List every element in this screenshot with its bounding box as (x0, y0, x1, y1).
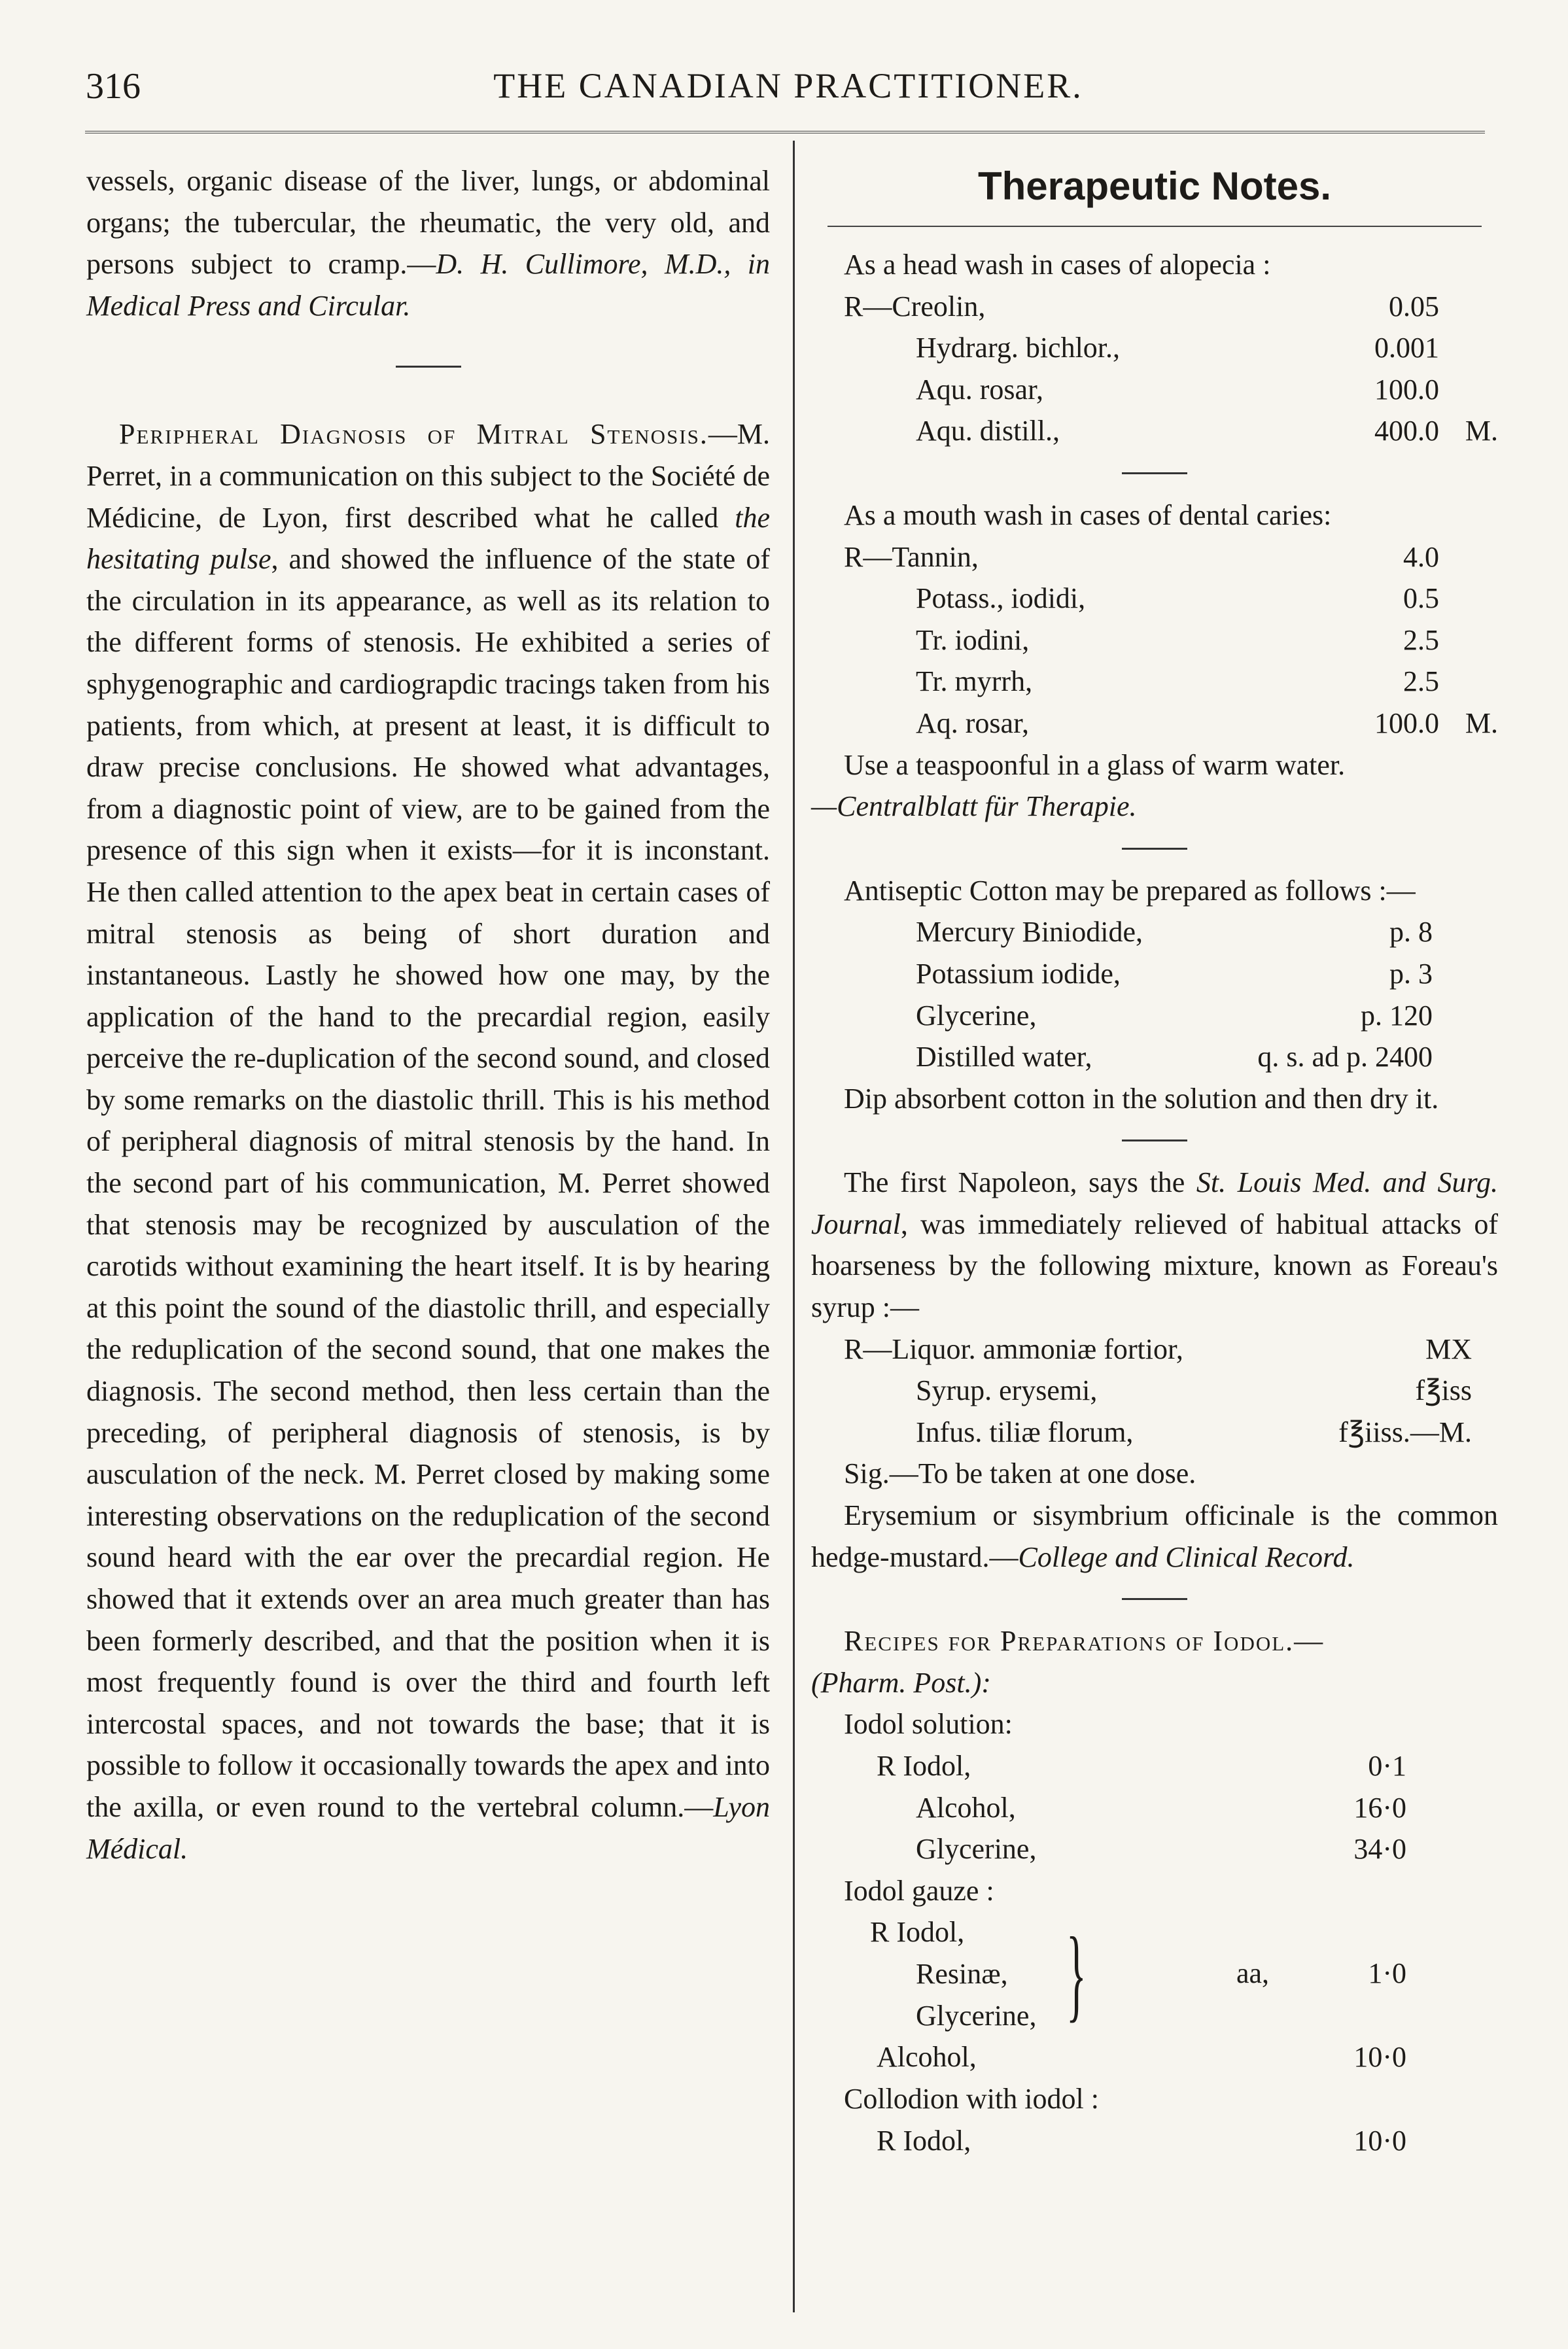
ingredient-name: Alcohol, (916, 1791, 1016, 1824)
note-napoleon (811, 1162, 1498, 1578)
note-intro: As a head wash in cases of alopecia : (844, 249, 1271, 281)
journal-name: St. Louis Med. and Surg. Journal (811, 1166, 1498, 1240)
note-text-b: , was immediately relieved of habitual attacks of hoarseness by the following mixture, known as Foreau's syrup :— (811, 1208, 1498, 1324)
prescription-row (811, 1745, 1498, 1787)
ingredient-name: R Iodol, (877, 2124, 971, 2157)
ingredient-name: Aq. rosar, (916, 706, 1029, 739)
prescription-row (811, 1370, 1498, 1412)
ingredient-quantity: f℥iiss.—M. (1338, 1416, 1472, 1448)
note-citation: —Centralblatt für Therapie. (811, 790, 1137, 823)
ingredient-name: R Iodol, (877, 1750, 971, 1782)
misce-mark (1452, 661, 1498, 703)
article-ending-citation: D. H. Cullimore, M.D., in Medical Press and Circular. (86, 248, 770, 322)
misce-mark (1452, 286, 1498, 328)
article-body-a: —M. Perret, in a communication on this subject to the Société de Médicine, de Lyon, first described what he called (86, 418, 770, 534)
recipes-source: (Pharm. Post.): (811, 1666, 991, 1699)
article-body-italic: the hesitating pulse (86, 501, 770, 576)
misce-mark: M. (1465, 415, 1498, 447)
ingredient-name: Mercury Biniodide, (916, 916, 1143, 948)
ingredient-name: Potass., iodidi, (916, 582, 1086, 615)
prescription-row (811, 286, 1498, 328)
section-separator (396, 366, 461, 368)
right-column (811, 160, 1498, 2161)
gauze-ingredient: Glycerine, (916, 1999, 1037, 2032)
iodol-gauze-label: Iodol gauze : (844, 1874, 994, 1907)
note-usage: Use a teaspoonful in a glass of warm water. (844, 748, 1346, 781)
note-dental-caries (811, 495, 1498, 827)
ingredient-name: Tr. iodini, (916, 623, 1030, 656)
ingredient-quantity: q. s. ad p. 2400 (1257, 1041, 1433, 1073)
ingredient-name: Glycerine, (916, 1833, 1037, 1866)
misce-mark (1452, 327, 1498, 369)
ingredient-name: Syrup. erysemi, (916, 1374, 1098, 1407)
gauze-ingredients (811, 1911, 1036, 2036)
ingredient-quantity: f℥iss (1415, 1374, 1472, 1407)
header-rule (85, 131, 1485, 133)
ingredient-name: Hydrarg. bichlor., (916, 332, 1121, 364)
note-signa: Sig.—To be taken at one dose. (844, 1457, 1196, 1490)
prescription-list (811, 536, 1498, 744)
prescription-row (811, 410, 1498, 452)
gauze-ingredient: Resinæ, (916, 1957, 1008, 1990)
prescription-row (811, 953, 1498, 995)
ingredient-name: R—Creolin, (844, 290, 986, 322)
misce-mark (1452, 536, 1498, 578)
note-separator (1122, 472, 1187, 474)
prescription-row (811, 619, 1498, 661)
ingredient-quantity: 0·1 (1368, 1750, 1406, 1782)
iodol-gauze-recipe (811, 1911, 1498, 2036)
note-antiseptic-cotton (811, 870, 1498, 1120)
collodion-row (811, 2120, 1498, 2162)
gauze-quantity: 1·0 (1368, 1957, 1406, 1990)
prescription-row (811, 1828, 1498, 1870)
ingredient-name: Glycerine, (916, 999, 1037, 1032)
note-intro (811, 1162, 1498, 1328)
misce-mark (1452, 369, 1498, 411)
prescription-list (811, 911, 1498, 1077)
ingredient-quantity: 0.05 (1389, 290, 1439, 322)
column-divider (793, 141, 795, 2312)
prescription-row (811, 1787, 1498, 1829)
ingredient-quantity: 34·0 (1353, 1833, 1406, 1866)
note-intro: Antiseptic Cotton may be prepared as follows :— (844, 874, 1416, 907)
collodion-label: Collodion with iodol : (844, 2082, 1099, 2115)
ingredient-quantity: MX (1425, 1332, 1472, 1365)
note-iodol (811, 1620, 1498, 2161)
prescription-row (811, 536, 1498, 578)
note-instructions: Dip absorbent cotton in the solution and then dry it. (844, 1082, 1439, 1115)
ingredient-quantity: 2.5 (1403, 623, 1439, 656)
note-separator (1122, 848, 1187, 850)
note-text-a: The first Napoleon, says the (844, 1166, 1196, 1199)
ingredient-name: Alcohol, (877, 2041, 977, 2074)
left-column (86, 160, 770, 1870)
ingredient-quantity: 2.5 (1403, 665, 1439, 698)
article-heading: Peripheral Diagnosis of Mitral Stenosis. (119, 418, 708, 451)
ingredient-quantity: p. 120 (1361, 999, 1433, 1032)
note-alopecia (811, 244, 1498, 452)
article-mitral-stenosis (86, 413, 770, 1870)
note-separator (1122, 1140, 1187, 1141)
journal-title: THE CANADIAN PRACTITIONER. (493, 66, 1083, 105)
ingredient-name: R—Liquor. ammoniæ fortior, (844, 1332, 1183, 1365)
ingredient-quantity: 400.0 (1374, 415, 1439, 447)
gauze-ingredient: R Iodol, (870, 1916, 965, 1949)
ingredient-quantity: 0.5 (1403, 582, 1439, 615)
note-remark-text: Erysemium or sisymbrium officinale is the common hedge-mustard.— (811, 1499, 1498, 1573)
prescription-row (811, 1036, 1498, 1078)
article-ending-text: vessels, organic disease of the liver, lungs, or abdominal organs; the tubercular, the rheumatic, the very old, and persons subject to cramp.— (86, 165, 770, 281)
gauze-alcohol-row (811, 2036, 1498, 2078)
recipes-heading: Recipes for Preparations of Iodol.— (844, 1625, 1325, 1658)
ingredient-name: Potassium iodide, (916, 957, 1121, 990)
prescription-list (811, 286, 1498, 452)
note-separator (1122, 1598, 1187, 1600)
ingredient-quantity: p. 8 (1389, 916, 1433, 948)
note-citation: College and Clinical Record. (1018, 1540, 1355, 1573)
section-heading: Therapeutic Notes. (977, 164, 1332, 208)
ingredient-name: Infus. tiliæ florum, (916, 1416, 1134, 1448)
ingredient-quantity: 100.0 (1374, 373, 1439, 406)
prescription-row (811, 327, 1498, 369)
prescription-row (811, 1412, 1498, 1453)
ingredient-name: Aqu. distill., (916, 415, 1060, 447)
page-header (82, 65, 1495, 124)
ingredient-quantity: 0.001 (1374, 332, 1439, 364)
article-ending (86, 160, 770, 326)
prescription-row (811, 578, 1498, 619)
iodol-solution-label: Iodol solution: (844, 1708, 1013, 1741)
misce-mark: M. (1465, 706, 1498, 739)
page-number: 316 (86, 66, 141, 107)
prescription-row (811, 661, 1498, 703)
misce-mark (1452, 619, 1498, 661)
ingredient-quantity: 4.0 (1403, 540, 1439, 573)
note-intro: As a mouth wash in cases of dental caries: (844, 498, 1332, 531)
prescription-list (811, 1745, 1498, 1870)
prescription-list (811, 1329, 1498, 1453)
prescription-row (811, 1329, 1498, 1370)
ingredient-quantity: 10·0 (1353, 2124, 1406, 2157)
article-citation: Lyon Médical. (86, 1790, 770, 1865)
ingredient-name: Distilled water, (916, 1041, 1092, 1073)
heading-rule (828, 226, 1482, 227)
ingredient-name: Aqu. rosar, (916, 373, 1043, 406)
ingredient-quantity: p. 3 (1389, 957, 1433, 990)
prescription-row (811, 911, 1498, 953)
article-body-b: , and showed the influence of the state of the circulation in its appearance, as well as its relation to the different forms of stenosis. He exhibited a series of sphygenographic and cardiograpdic tracings taken from his patients, from which, at present at least, it is difficult to draw precise conclusions. He showed what advantages, from a diagnostic point of view, are to be gained from the presence of this sign when it exists—for it is inconstant. He then called attention to the apex beat in certain cases of mitral stenosis as being of short duration and instantaneous. Lastly he showed how one may, by the application of the hand to the precardial region, easily perceive the re-duplication of the second sound, and closed by some remarks on the diastolic thrill. This is his method of peripheral diagnosis of mitral stenosis by the hand. In the second part of his communication, M. Perret showed that stenosis may be recognized by ausculation of the carotids without examining the heart itself. It is by hearing at this point the sound of the diastolic thrill, and especially the reduplication of the second sound, that one makes the diagnosis. The second method, then less certain than the preceding, of peripheral diagnosis of stenosis, is by ausculation of the neck. M. Perret closed by making some interesting observations on the reduplication of the second sound heard with the ear over the precardial region. He showed that it extends over an area much greater than has been formerly described, and that the position when it is most frequently found is over the third and fourth left intercostal spaces, and not towards the base; that it is possible to follow it occasionally towards the apex and into the axilla, or even round to the vertebral column.— (86, 543, 770, 1823)
prescription-row (811, 703, 1498, 744)
note-remark (811, 1495, 1498, 1578)
gauze-aa: aa, (1236, 1957, 1270, 1990)
ingredient-name: R—Tannin, (844, 540, 979, 573)
brace-mark: } (1066, 1915, 1087, 2032)
ingredient-quantity: 100.0 (1374, 706, 1439, 739)
note-heading (811, 1620, 1498, 1662)
prescription-row (811, 995, 1498, 1037)
ingredient-quantity: 10·0 (1353, 2041, 1406, 2074)
misce-mark (1452, 578, 1498, 619)
ingredient-quantity: 16·0 (1353, 1791, 1406, 1824)
prescription-row (811, 369, 1498, 411)
ingredient-name: Tr. myrrh, (916, 665, 1033, 698)
